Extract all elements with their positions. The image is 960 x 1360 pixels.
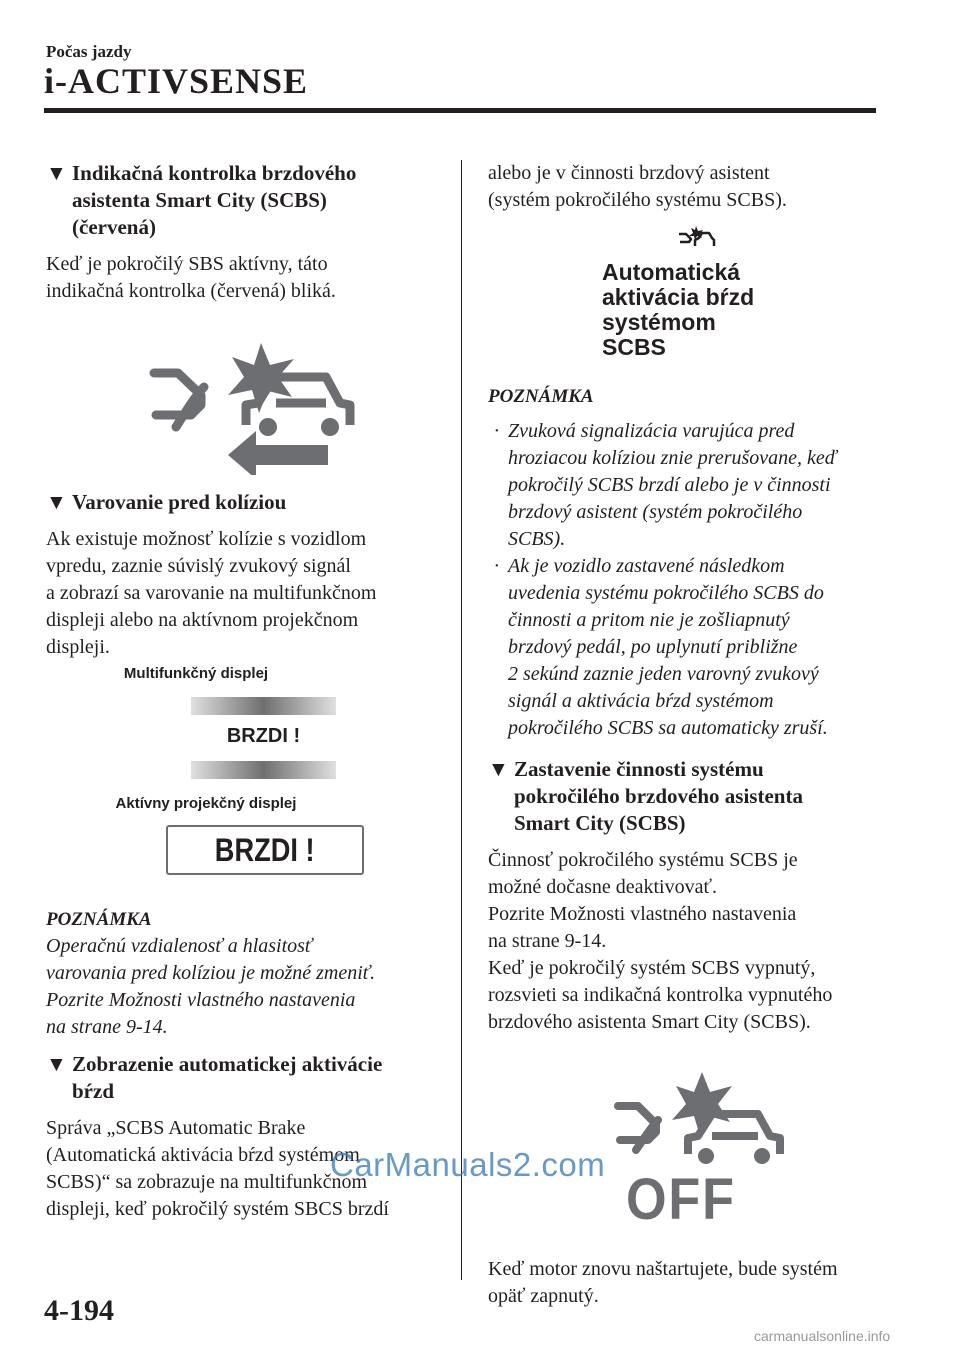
page-number: 4-194 (44, 1294, 114, 1327)
left-column (46, 160, 446, 1233)
note-distance-volume: Operačnú vzdialenosť a hlasitosť varovania pred kolíziou je možné zmeniť. Pozrite Možnosti vlastného nastavenia na strane 9-14. (46, 935, 376, 1038)
paragraph-deactivate: Činnosť pokročilého systému SCBS je možné dočasne deaktivovať. Pozrite Možnosti vlastného nastavenia na strane 9-14. Keď je pokročilý systém SCBS vypnutý, rozsvieti sa indikačná kontrolka vypnutého brzdového asistenta Smart City (SCBS). (488, 849, 833, 1033)
note-label: POZNÁMKA (46, 909, 152, 930)
page-title: i-ACTIVSENSE (44, 61, 309, 101)
section-label: Počas jazdy (46, 42, 132, 61)
paragraph-collision: Ak existuje možnosť kolízie s vozidlom vpredu, zaznie súvislý zvukový signál a zobrazí sa varovanie na multifunkčnom displeji alebo na aktívnom projekčnom displeji. (46, 528, 377, 658)
auto-brake-figure (488, 224, 888, 364)
scbs-warning-icon (46, 315, 446, 475)
brzdi-message-large: BRZDI ! (215, 831, 315, 868)
gradient-bar-top (191, 697, 336, 715)
bullet-dot: · (494, 420, 499, 442)
heading-collision-warning: ▼ Varovanie pred kolíziou (46, 490, 287, 514)
hud-display-label: Aktívny projekčný displej (115, 795, 297, 812)
heading-stop-scbs: ▼ Zastavenie činnosti systému pokročilého brzdového asistenta Smart City (SCBS) (488, 757, 803, 835)
small-scbs-icon (676, 224, 716, 254)
note-bullet: · Ak je vozidlo zastavené následkom uvedenia systému pokročilého SCBS do činnosti a pritom nie je zošliapnutý brzdový pedál, po uplynutí približne 2 sekúnd zaznie jeden varovný zvukový signál a aktivácia bŕzd systémom pokročilého SCBS sa automaticky zruší. (494, 553, 888, 742)
triangle-down-icon: ▼ (46, 1052, 67, 1076)
note-bullet: · Zvuková signalizácia varujúca pred hroziacou kolíziou znie prerušovane, keď pokročilý SCBS brzdí alebo je v činnosti brzdový asistent (systém pokročilého SCBS). (494, 418, 888, 553)
multifunction-display-figure (46, 665, 446, 785)
paragraph-auto-brake: Správa „SCBS Automatic Brake (Automatická aktivácia bŕzd systémom SCBS)“ sa zobrazuje na multifunkčnom displeji, keď pokročilý systém SBCS brzdí (46, 1117, 389, 1220)
paragraph-indicator: Keď je pokročilý SBS aktívny, táto indikačná kontrolka (červená) bliká. (46, 253, 336, 302)
header-rule (44, 108, 876, 113)
triangle-down-icon: ▼ (46, 490, 67, 514)
note-label: POZNÁMKA (488, 386, 594, 407)
off-label: OFF (626, 1167, 736, 1232)
bullet-dot: · (494, 555, 499, 577)
column-divider (461, 160, 462, 1280)
hud-brzdi-box (166, 825, 364, 875)
paragraph-restart: Keď motor znovu naštartujete, bude systém opäť zapnutý. (488, 1258, 838, 1307)
watermark: CarManuals2.com (330, 1146, 606, 1183)
heading-auto-brake-display: ▼ Zobrazenie automatickej aktivácie bŕzd (46, 1052, 383, 1103)
triangle-down-icon: ▼ (488, 757, 509, 781)
heading-scbs-indicator: ▼ Indikačná kontrolka brzdového asistenta Smart City (SCBS) (červená) (46, 161, 357, 239)
paragraph-brake-assist: alebo je v činnosti brzdový asistent (systém pokročilého systému SCBS). (488, 162, 787, 211)
site-footer: carmanualsonline.info (754, 1328, 891, 1344)
multifunction-display-label: Multifunkčný displej (123, 665, 269, 682)
hud-display-figure (46, 795, 446, 895)
brzdi-message-small: BRZDI ! (226, 725, 301, 747)
gradient-bar-bottom (191, 761, 336, 779)
auto-brake-message: Automatická aktivácia bŕzd systémom SCBS (602, 259, 755, 360)
triangle-down-icon: ▼ (46, 161, 67, 185)
scbs-warning-figure (46, 315, 446, 475)
